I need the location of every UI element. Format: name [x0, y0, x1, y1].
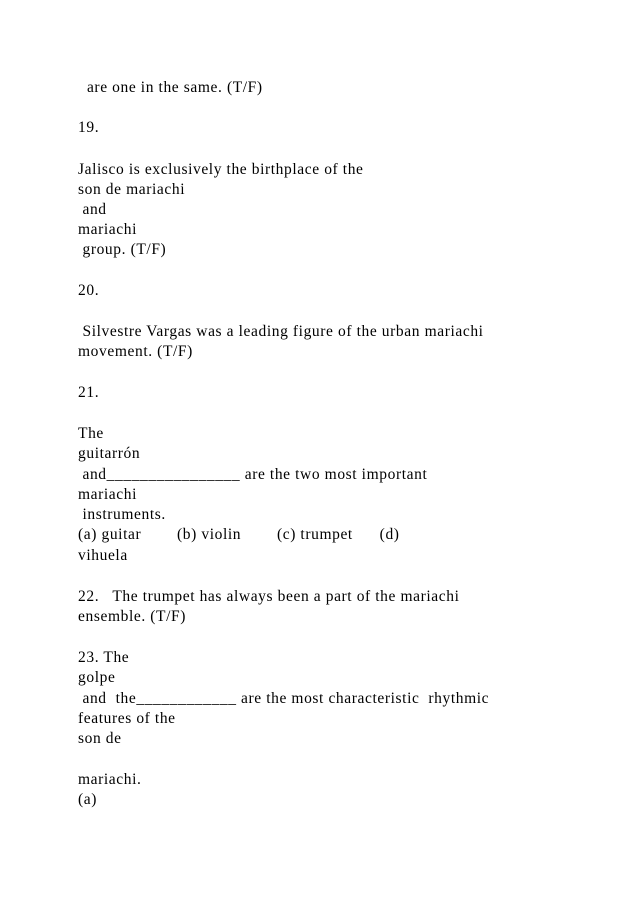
- text-line: movement. (T/F): [78, 343, 193, 360]
- text-line: guitarrón: [78, 445, 141, 462]
- text-line: mariachi: [78, 221, 138, 238]
- text-line: are one in the same. (T/F): [78, 79, 263, 96]
- question-number-19: 19.: [78, 119, 100, 136]
- question-23: 23. The: [78, 649, 130, 666]
- text-line: ensemble. (T/F): [78, 608, 187, 625]
- text-line: mariachi.: [78, 771, 142, 788]
- answer-option-a: (a): [78, 791, 98, 808]
- question-number-20: 20.: [78, 282, 100, 299]
- text-line: features of the: [78, 710, 176, 727]
- text-line: Jalisco is exclusively the birthplace of the: [78, 161, 364, 178]
- text-line: group. (T/F): [78, 241, 167, 258]
- question-22: 22. The trumpet has always been a part of the mariachi: [78, 588, 460, 605]
- text-line: golpe: [78, 669, 116, 686]
- question-number-21: 21.: [78, 384, 100, 401]
- text-line: and________________ are the two most important: [78, 466, 428, 483]
- text-line: instruments.: [78, 506, 166, 523]
- answer-options: (a) guitar (b) violin (c) trumpet (d): [78, 526, 400, 543]
- text-line: vihuela: [78, 547, 128, 564]
- text-line: son de mariachi: [78, 181, 186, 198]
- text-line: son de: [78, 730, 122, 747]
- text-line: Silvestre Vargas was a leading figure of the urban mariachi: [78, 323, 484, 340]
- text-line: and: [78, 201, 107, 218]
- text-line: The: [78, 425, 104, 442]
- text-line: mariachi: [78, 486, 138, 503]
- text-line: and the____________ are the most characteristic rhythmic: [78, 690, 490, 707]
